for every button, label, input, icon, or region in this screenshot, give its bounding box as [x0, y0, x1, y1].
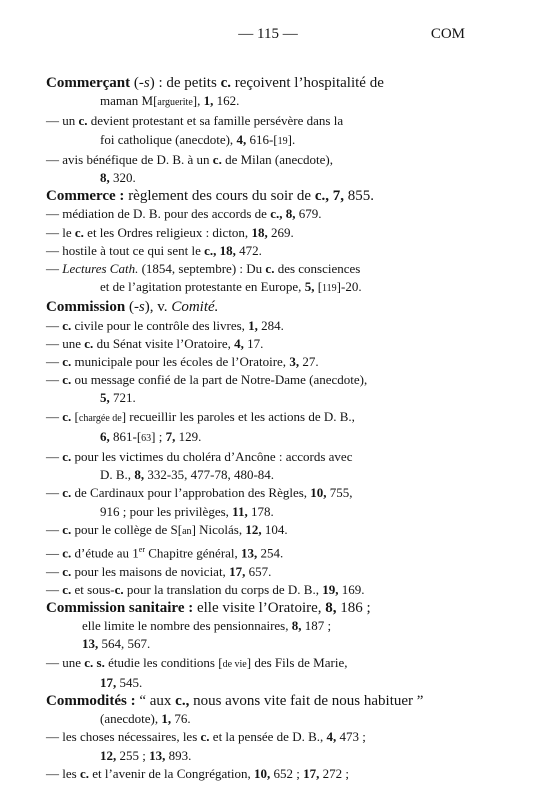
- entry-headword-line: Commodités : “ aux c., nous avons vite fait de nous habituer ”: [46, 693, 424, 710]
- continuation-line: 12, 255 ; 13, 893.: [100, 747, 192, 763]
- subentry-line: — Lectures Cath. (1854, septembre) : Du c. des consciences: [46, 261, 361, 277]
- entry-headword-line: Commission (-s), v. Comité.: [46, 299, 219, 316]
- entry-headword-line: Commission sanitaire : elle visite l’Oratoire, 8, 186 ;: [46, 600, 371, 617]
- subentry-line: — c. pour le collège de S[an] Nicolás, 12, 104.: [46, 521, 288, 537]
- index-entries: [46, 74, 486, 783]
- subentry-line: — c. d’étude au 1er Chapitre général, 13, 254.: [46, 545, 284, 561]
- subentry-line: — c. ou message confié de la part de Notre-Dame (anecdote),: [46, 372, 368, 388]
- subentry-line: — le c. et les Ordres religieux : dicton, 18, 269.: [46, 224, 294, 240]
- subentry-line: — c. et sous-c. pour la translation du corps de D. B., 19, 169.: [46, 581, 365, 597]
- continuation-line: et de l’agitation protestante en Europe, 5, [119]-20.: [100, 279, 362, 295]
- subentry-line: — c. pour les victimes du choléra d’Ancône : accords avec: [46, 449, 353, 465]
- page-number: — 115 —: [238, 26, 298, 42]
- continuation-line: foi catholique (anecdote), 4, 616-[19].: [100, 131, 296, 147]
- subentry-line: — avis bénéfique de D. B. à un c. de Milan (anecdote),: [46, 151, 334, 167]
- subentry-line: — médiation de D. B. pour des accords de c., 8, 679.: [46, 206, 322, 222]
- subentry-line: — c. de Cardinaux pour l’approbation des Règles, 10, 755,: [46, 485, 353, 501]
- subentry-line: — c. municipale pour les écoles de l’Oratoire, 3, 27.: [46, 354, 319, 370]
- continuation-line: 8, 320.: [100, 170, 136, 186]
- continuation-line: 17, 545.: [100, 674, 143, 690]
- continuation-line: 13, 564, 567.: [82, 636, 151, 652]
- entry-headword-line: Commerçant (-s) : de petits c. reçoivent l’hospitalité de: [46, 75, 384, 91]
- running-head: COM: [430, 26, 465, 42]
- continuation-line: 6, 861-[63] ; 7, 129.: [100, 428, 202, 444]
- continuation-line: D. B., 8, 332-35, 477-78, 480-84.: [100, 467, 275, 483]
- subentry-line: — c. civile pour le contrôle des livres, 1, 284.: [46, 317, 284, 333]
- continuation-line: maman M[arguerite], 1, 162.: [100, 93, 240, 109]
- entry-headword-line: Commerce : règlement des cours du soir de c., 7, 855.: [46, 188, 374, 205]
- continuation-line: elle limite le nombre des pensionnaires, 8, 187 ;: [82, 618, 332, 634]
- subentry-line: — les choses nécessaires, les c. et la pensée de D. B., 4, 473 ;: [46, 729, 366, 745]
- continuation-line: 916 ; pour les privilèges, 11, 178.: [100, 503, 274, 519]
- subentry-line: — une c. du Sénat visite l’Oratoire, 4, 17.: [46, 335, 264, 351]
- subentry-line: — les c. et l’avenir de la Congrégation, 10, 652 ; 17, 272 ;: [46, 765, 349, 781]
- continuation-line: (anecdote), 1, 76.: [100, 711, 191, 727]
- subentry-line: — une c. s. étudie les conditions [de vie] des Fils de Marie,: [46, 654, 348, 670]
- subentry-line: — c. [chargée de] recueillir les paroles et les actions de D. B.,: [46, 408, 355, 424]
- subentry-line: — hostile à tout ce qui sent le c., 18, 472.: [46, 242, 262, 258]
- subentry-line: — un c. devient protestant et sa famille persévère dans la: [46, 113, 344, 129]
- subentry-line: — c. pour les maisons de noviciat, 17, 657.: [46, 563, 272, 579]
- continuation-line: 5, 721.: [100, 390, 136, 406]
